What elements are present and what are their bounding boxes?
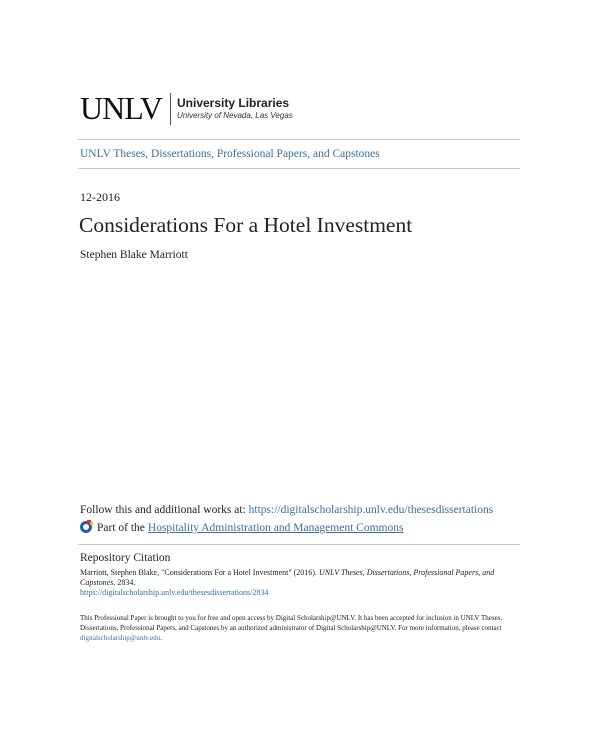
follow-link[interactable]: https://digitalscholarship.unlv.edu/thesesdissertations: [248, 504, 494, 516]
document-title: Considerations For a Hotel Investment: [79, 213, 413, 237]
author: Stephen Blake Marriott: [80, 249, 188, 261]
logo-title: University Libraries: [177, 96, 290, 110]
divider: [78, 139, 520, 140]
citation-series: UNLV Theses, Dissertations, Professional Papers, and Capstones: [80, 568, 495, 587]
citation-text: [80, 568, 510, 598]
citation-number: . 2834.: [113, 578, 136, 587]
citation-body: Marriott, Stephen Blake, "Considerations For a Hotel Investment" (2016).: [80, 568, 319, 577]
footer-end: .: [160, 634, 162, 642]
follow-line: [80, 504, 493, 516]
date: 12-2016: [80, 190, 120, 204]
commons-icon: [80, 520, 94, 536]
follow-label: Follow this and additional works at:: [80, 504, 249, 516]
divider: [78, 168, 520, 169]
part-line: [80, 520, 403, 536]
citation-url[interactable]: https://digitalscholarship.unlv.edu/thesesdissertations/2834: [80, 588, 269, 597]
citation-heading: Repository Citation: [80, 552, 171, 564]
commons-link[interactable]: Hospitality Administration and Management Commons: [147, 522, 404, 534]
footer-text: This Professional Paper is brought to you for free and open access by Digital Scholarship@UNLV. It has been accepted for inclusion in UNLV Theses, Dissertations, Professional Papers, and Capstones by an authorized administrator of Digital Scholarship@UNLV. For more information, please contact: [80, 614, 503, 632]
unlv-logo: UNLV: [80, 90, 162, 126]
footer-notice: [80, 613, 520, 643]
part-label: Part of the: [97, 522, 145, 534]
contact-email[interactable]: digitalscholarship@unlv.edu: [80, 634, 161, 642]
collection-link[interactable]: UNLV Theses, Dissertations, Professional Papers, and Capstones: [80, 148, 380, 160]
divider: [78, 544, 520, 545]
logo-divider: [170, 93, 171, 125]
logo-subtitle: University of Nevada, Las Vegas: [177, 111, 293, 120]
